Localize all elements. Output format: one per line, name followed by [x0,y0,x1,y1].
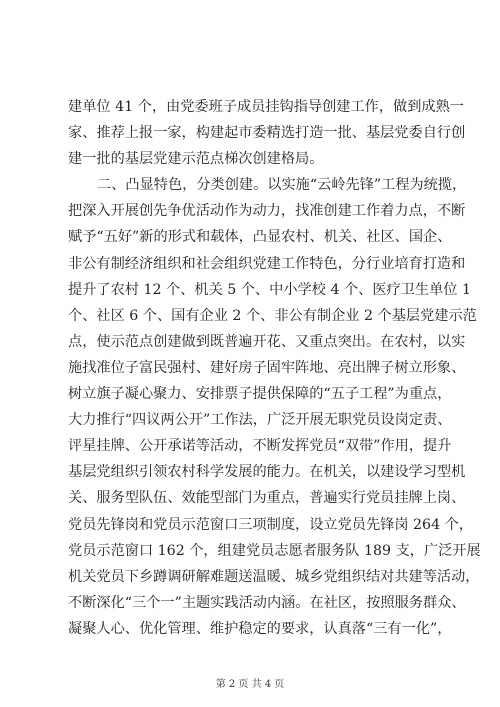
text-line: 基层党组织引领农村科学发展的能力。在机关，以建设学习型机 [68,464,466,481]
text-line: 凝聚人心、优化管理、维护稳定的要求，认真落“三有一化”， [68,620,452,637]
text-line: 评星挂牌、公开承诺等活动，不断发挥党员“双带”作用，提升 [68,438,452,455]
text-line: 党员先锋岗和党员示范窗口三项制度，设立党员先锋岗 264 个， [68,516,473,533]
text-line: 个、社区 6 个、国有企业 2 个、非公有制企业 2 个基层党建示范 [68,307,477,324]
text-line: 党员示范窗口 162 个，组建党员志愿者服务队 189 支，广泛开展 [68,542,481,559]
text-line: 施找准位子富民强村、建好房子固牢阵地、亮出牌子树立形象、 [68,359,466,376]
text-line: 建一批的基层党建示范点梯次创建格局。 [68,151,324,168]
text-line: 提升了农村 12 个、机关 5 个、中小学校 4 个、医疗卫生单位 1 [68,281,472,298]
text-line: 不断深化“三个一”主题实践活动内涵。在社区，按照服务群众、 [68,594,466,611]
page-number-footer: 第 2 页 共 4 页 [215,679,285,690]
text-line: 把深入开展创先争优活动作为动力，找准创建工作着力点，不断 [68,203,466,220]
text-line: 赋予“五好”新的形式和载体，凸显农村、机关、社区、国企、 [68,229,452,246]
text-line: 建单位 41 个，由党委班子成员挂钩指导创建工作，做到成熟一 [68,99,464,115]
document-body [68,94,481,642]
section-heading-line: 二、凸显特色，分类创建。以实施“云岭先锋”工程为统揽， [97,177,467,194]
text-line: 机关党员下乡蹲调研解难题送温暖、城乡党组织结对共建等活动， [68,568,480,585]
text-line: 非公有制经济组织和社会组织党建工作特色，分行业培育打造和 [68,255,466,272]
text-line: 关、服务型队伍、效能型部门为重点，普遍实行党员挂牌上岗、 [68,490,466,507]
text-line: 点，使示范点创建做到既普遍开花、又重点突出。在农村，以实 [68,333,466,350]
text-line: 树立旗子凝心聚力、安排票子提供保障的“五子工程”为重点， [68,386,452,403]
text-line: 大力推行“四议两公开”工作法，广泛开展无职党员设岗定责、 [68,412,452,429]
text-line: 家、推荐上报一家，构建起市委精选打造一批、基层党委自行创 [68,125,466,142]
